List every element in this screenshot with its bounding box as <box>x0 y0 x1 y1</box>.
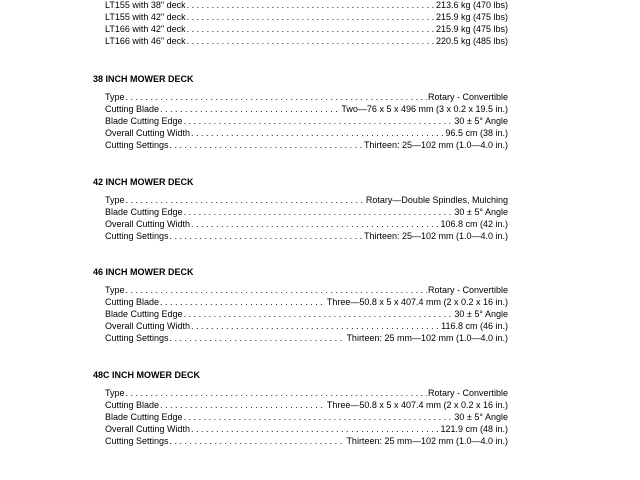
section-heading: 42 INCH MOWER DECK <box>93 177 194 187</box>
spec-value: Rotary - Convertible <box>427 388 508 398</box>
spec-label: Cutting Settings <box>105 333 169 343</box>
spec-row <box>105 411 508 423</box>
spec-value: Three—50.8 x 5 x 407.4 mm (2 x 0.2 x 16 in.) <box>326 297 508 307</box>
spec-label: Type <box>105 195 125 205</box>
dot-leader <box>126 194 365 206</box>
spec-value: Thirteen: 25—102 mm (1.0—4.0 in.) <box>363 140 508 150</box>
section-heading: 46 INCH MOWER DECK <box>93 267 194 277</box>
spec-row <box>105 218 508 230</box>
spec-label: Blade Cutting Edge <box>105 412 183 422</box>
dot-leader <box>126 91 427 103</box>
spec-label: LT166 with 46" deck <box>105 36 186 46</box>
dot-leader <box>187 0 435 11</box>
spec-row <box>105 320 508 332</box>
deck-section-48c <box>93 369 508 447</box>
dot-leader <box>191 320 440 332</box>
spec-label: Blade Cutting Edge <box>105 207 183 217</box>
dot-leader <box>184 115 454 127</box>
dot-leader <box>187 23 435 35</box>
spec-label: Cutting Settings <box>105 231 169 241</box>
spec-row <box>105 423 508 435</box>
spec-row <box>105 23 508 35</box>
spec-row <box>105 230 508 242</box>
spec-value: 220.5 kg (485 lbs) <box>435 36 508 46</box>
spec-value: 30 ± 5° Angle <box>454 412 508 422</box>
spec-row <box>105 0 508 11</box>
spec-label: Blade Cutting Edge <box>105 309 183 319</box>
spec-row <box>105 296 508 308</box>
dot-leader <box>160 103 340 115</box>
spec-row <box>105 308 508 320</box>
spec-row <box>105 91 508 103</box>
section-heading: 48C INCH MOWER DECK <box>93 370 201 380</box>
spec-row <box>105 103 508 115</box>
dot-leader <box>126 284 427 296</box>
spec-label: Cutting Blade <box>105 104 160 114</box>
spec-row <box>105 194 508 206</box>
dot-leader <box>191 423 439 435</box>
spec-value: 121.9 cm (48 in.) <box>440 424 508 434</box>
spec-value: Thirteen: 25 mm—102 mm (1.0—4.0 in.) <box>346 436 508 446</box>
spec-row <box>105 332 508 344</box>
spec-row <box>105 115 508 127</box>
weight-table <box>105 0 508 47</box>
spec-row <box>105 35 508 47</box>
spec-value: 215.9 kg (475 lbs) <box>435 12 508 22</box>
spec-value: Rotary—Double Spindles, Mulching <box>365 195 508 205</box>
dot-leader <box>191 127 444 139</box>
dot-leader <box>184 308 454 320</box>
section-heading: 38 INCH MOWER DECK <box>93 74 194 84</box>
spec-value: Thirteen: 25 mm—102 mm (1.0—4.0 in.) <box>346 333 508 343</box>
spec-label: Cutting Settings <box>105 140 169 150</box>
spec-label: Type <box>105 388 125 398</box>
spec-label: Overall Cutting Width <box>105 424 191 434</box>
deck-section-38 <box>93 73 508 151</box>
dot-leader <box>170 332 346 344</box>
spec-value: 213.6 kg (470 lbs) <box>435 0 508 10</box>
spec-value: Two—76 x 5 x 496 mm (3 x 0.2 x 19.5 in.) <box>341 104 508 114</box>
spec-row <box>105 435 508 447</box>
spec-row <box>105 127 508 139</box>
spec-value: Three—50.8 x 5 x 407.4 mm (2 x 0.2 x 16 in.) <box>326 400 508 410</box>
spec-label: Blade Cutting Edge <box>105 116 183 126</box>
dot-leader <box>187 11 435 23</box>
spec-row <box>105 284 508 296</box>
dot-leader <box>170 230 363 242</box>
deck-section-46 <box>93 266 508 344</box>
spec-value: Thirteen: 25—102 mm (1.0—4.0 in.) <box>363 231 508 241</box>
spec-value: 30 ± 5° Angle <box>454 207 508 217</box>
dot-leader <box>170 435 346 447</box>
spec-value: 96.5 cm (38 in.) <box>445 128 508 138</box>
spec-label: Type <box>105 92 125 102</box>
spec-row <box>105 206 508 218</box>
spec-value: 30 ± 5° Angle <box>454 116 508 126</box>
spec-row <box>105 139 508 151</box>
dot-leader <box>160 399 326 411</box>
dot-leader <box>184 411 454 423</box>
spec-label: Overall Cutting Width <box>105 321 191 331</box>
spec-value: 116.8 cm (46 in.) <box>441 321 508 331</box>
spec-row <box>105 11 508 23</box>
spec-label: Overall Cutting Width <box>105 128 191 138</box>
spec-label: LT155 with 38" deck <box>105 0 186 10</box>
spec-label: Type <box>105 285 125 295</box>
dot-leader <box>187 35 435 47</box>
dot-leader <box>184 206 454 218</box>
spec-label: Overall Cutting Width <box>105 219 191 229</box>
dot-leader <box>191 218 439 230</box>
spec-row <box>105 387 508 399</box>
spec-value: Rotary - Convertible <box>427 285 508 295</box>
spec-label: LT166 with 42" deck <box>105 24 186 34</box>
spec-label: Cutting Blade <box>105 400 160 410</box>
dot-leader <box>170 139 363 151</box>
spec-value: 106.8 cm (42 in.) <box>440 219 508 229</box>
dot-leader <box>126 387 427 399</box>
spec-value: Rotary - Convertible <box>427 92 508 102</box>
deck-section-42 <box>93 176 508 242</box>
dot-leader <box>160 296 326 308</box>
spec-value: 215.9 kg (475 lbs) <box>435 24 508 34</box>
spec-value: 30 ± 5° Angle <box>454 309 508 319</box>
spec-label: Cutting Settings <box>105 436 169 446</box>
spec-label: Cutting Blade <box>105 297 160 307</box>
spec-row <box>105 399 508 411</box>
spec-label: LT155 with 42" deck <box>105 12 186 22</box>
